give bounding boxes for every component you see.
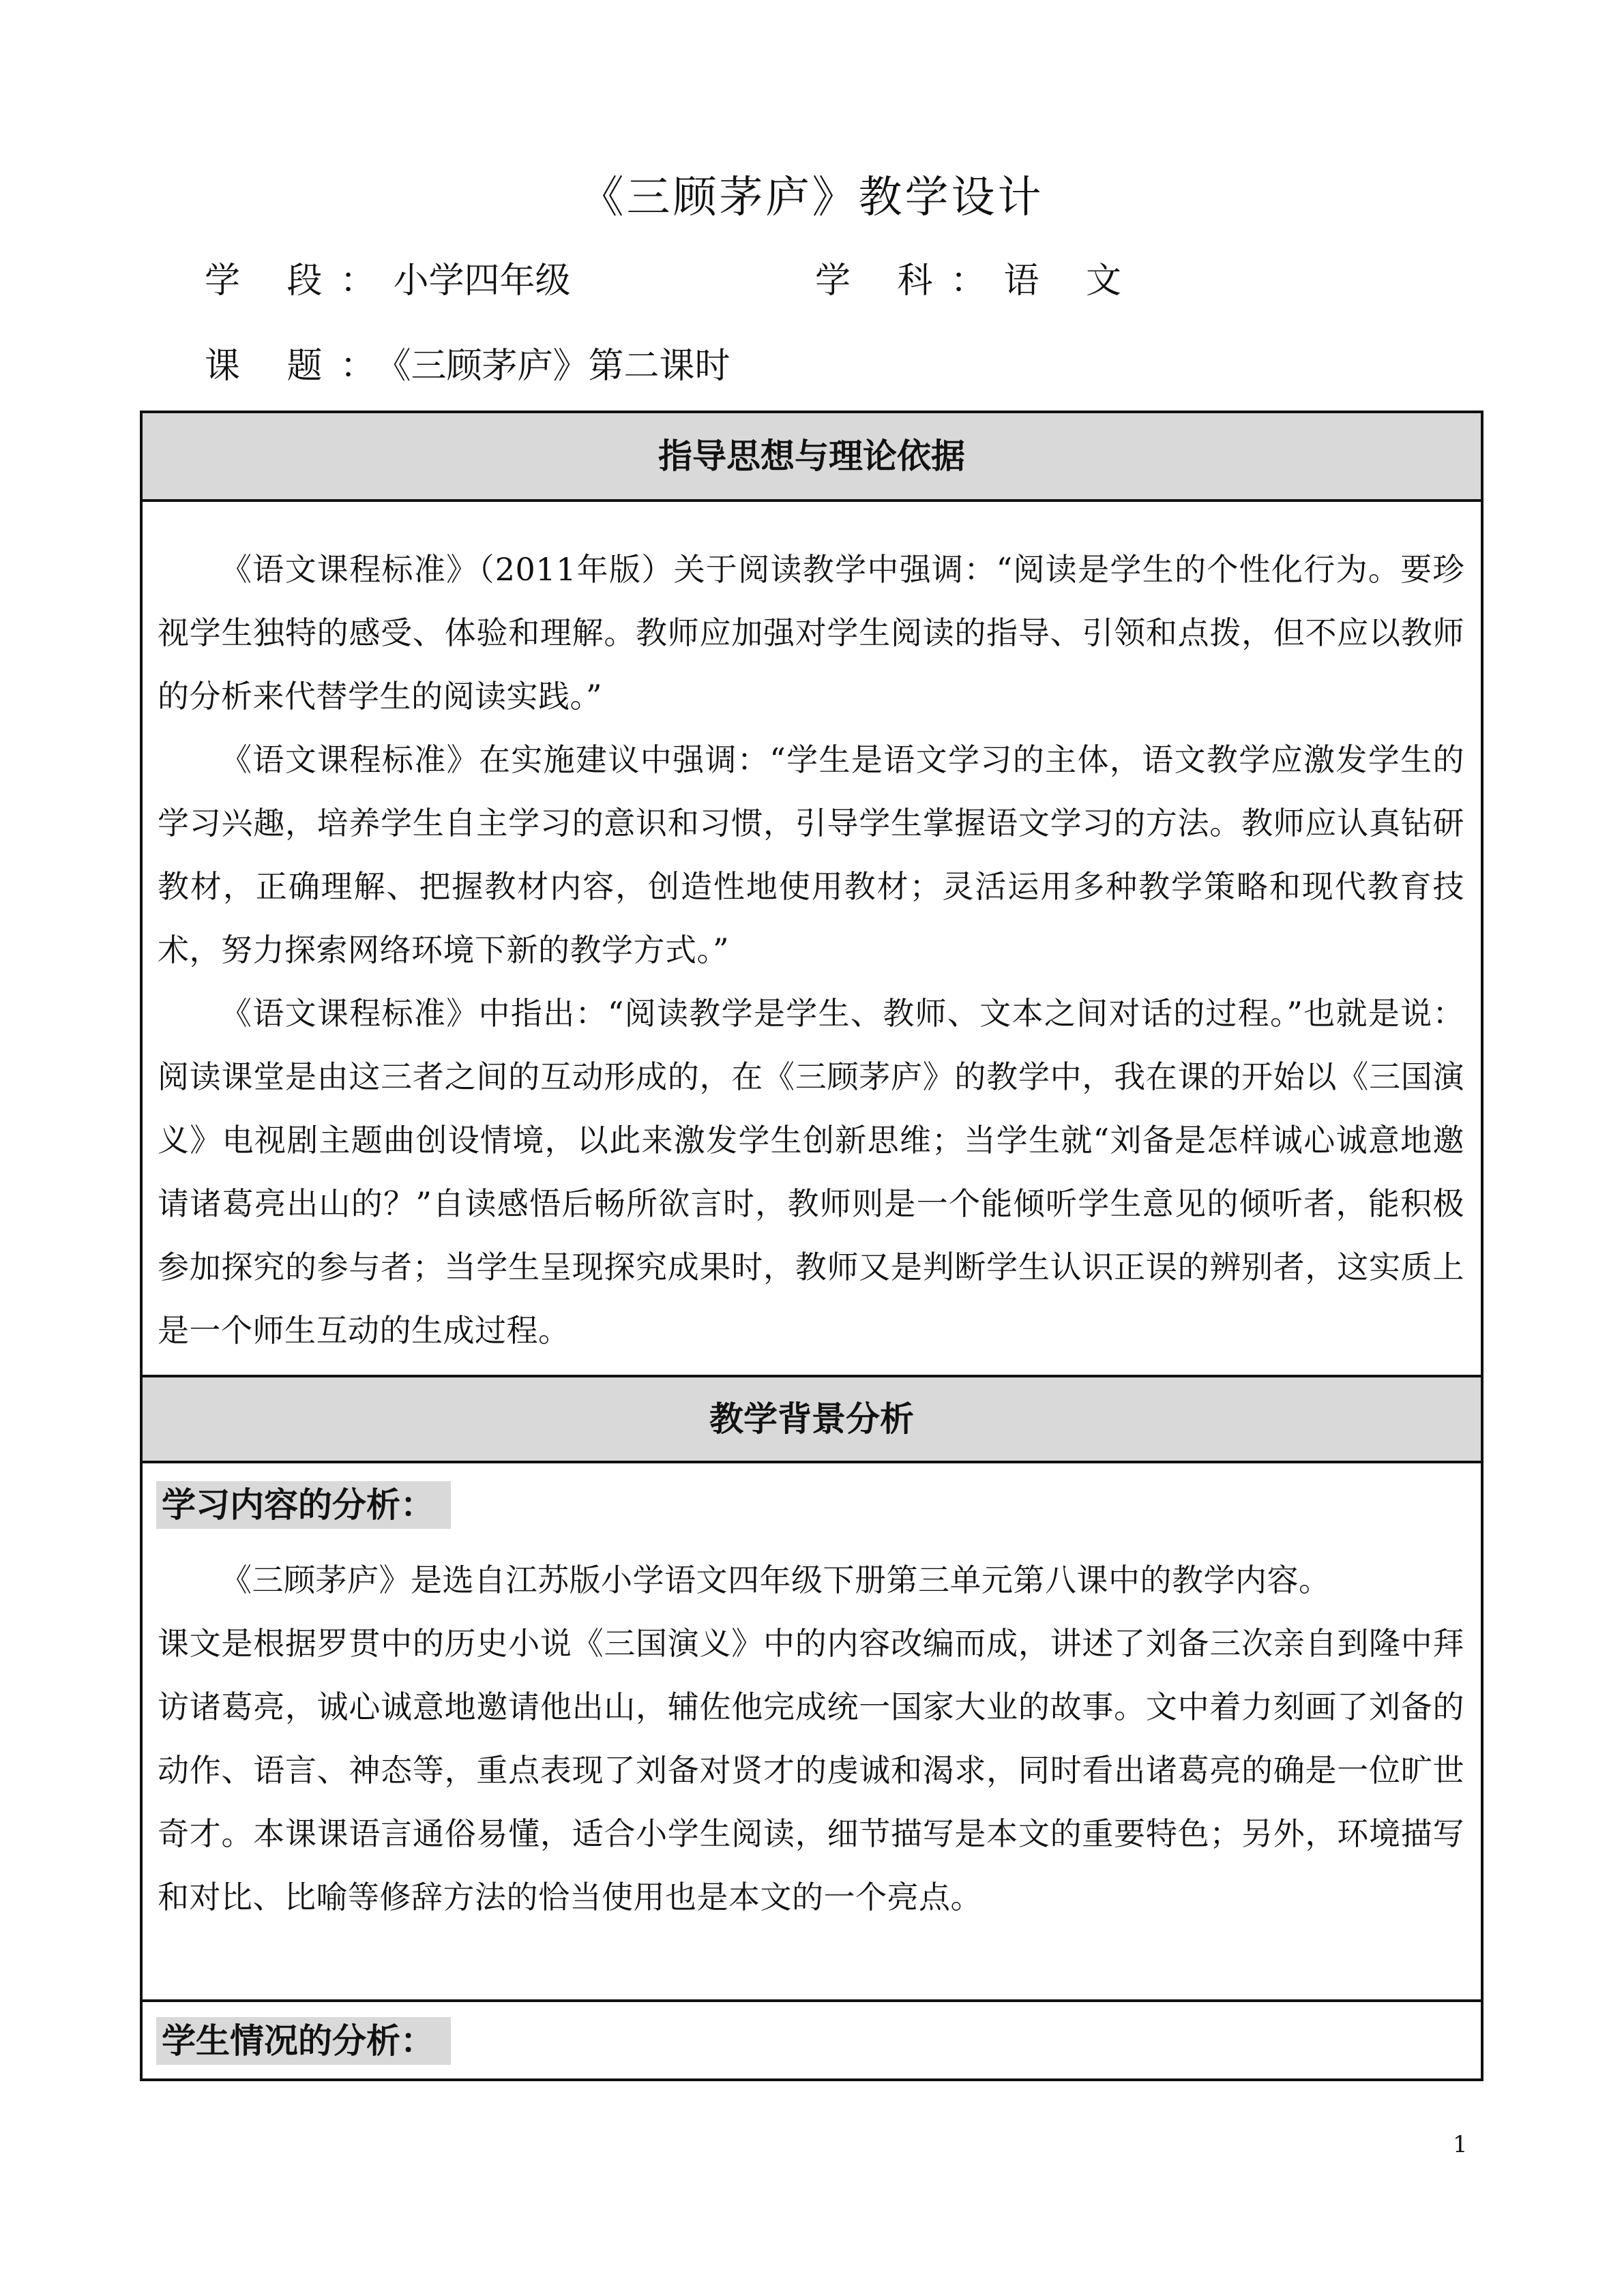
content-analysis-heading: 学习内容的分析：	[156, 1481, 451, 1529]
section-background-heading: 教学背景分析	[143, 1375, 1481, 1463]
section-divider	[143, 1999, 1481, 2002]
document-title: 《三顾茅庐》教学设计	[580, 173, 1044, 223]
topic-line	[205, 339, 730, 393]
stage-label: 学 段：	[205, 260, 394, 301]
design-table	[140, 411, 1483, 2081]
subject-line	[815, 254, 1139, 308]
stage-value: 小学四年级	[393, 260, 571, 301]
guiding-paragraph-3: 《语文课程标准》中指出：“阅读教学是学生、教师、文本之间对话的过程。”也就是说：阅读课堂是由这三者之间的互动形成的，在《三顾茅庐》的教学中，我在课的开始以《三国演义》电视剧主题曲创设情境，以此来激发学生创新思维；当学生就“刘备是怎样诚心诚意地邀请诸葛亮出山的？”自读感悟后畅所欲言时，教师则是一个能倾听学生意见的倾听者，能积极参加探究的参与者；当学生呈现探究成果时，教师又是判断学生认识正误的辨别者，这实质上是一个师生互动的生成过程。	[158, 995, 1464, 1349]
guiding-paragraph-2: 《语文课程标准》在实施建议中强调：“学生是语文学习的主体，语文教学应激发学生的学习兴趣，培养学生自主学习的意识和习惯，引导学生掌握语文学习的方法。教师应认真钻研教材，正确理解、把握教材内容，创造性地使用教材；灵活运用多种教学策略和现代教育技术，努力探索网络环境下新的教学方式。”	[158, 741, 1464, 968]
student-analysis-heading: 学生情况的分析：	[156, 2017, 451, 2065]
page-number: 1	[1453, 2131, 1468, 2158]
topic-value: 《三顾茅庐》第二课时	[393, 346, 730, 387]
guiding-paragraph-1: 《语文课程标准》（2011年版）关于阅读教学中强调：“阅读是学生的个性化行为。要珍视学生独特的感受、体验和理解。教师应加强对学生阅读的指导、引领和点拨，但不应以教师的分析来代替学生的阅读实践。”	[158, 551, 1464, 715]
stage-line	[205, 254, 571, 308]
subject-value: 语 文	[1003, 260, 1140, 301]
content-paragraph-1: 《三顾茅庐》是选自江苏版小学语文四年级下册第三单元第八课中的教学内容。	[220, 1562, 1331, 1598]
topic-label: 课 题：	[205, 346, 394, 387]
subject-label: 学 科：	[815, 260, 1004, 301]
section-guiding-heading: 指导思想与理论依据	[143, 413, 1481, 502]
content-paragraph-2: 课文是根据罗贯中的历史小说《三国演义》中的内容改编而成，讲述了刘备三次亲自到隆中拜访诸葛亮，诚心诚意地邀请他出山，辅佐他完成统一国家大业的故事。文中着力刻画了刘备的动作、语言、神态等，重点表现了刘备对贤才的虔诚和渴求，同时看出诸葛亮的确是一位旷世奇才。本课课语言通俗易懂，适合小学生阅读，细节描写是本文的重要特色；另外，环境描写和对比、比喻等修辞方法的恰当使用也是本文的一个亮点。	[158, 1625, 1464, 1915]
